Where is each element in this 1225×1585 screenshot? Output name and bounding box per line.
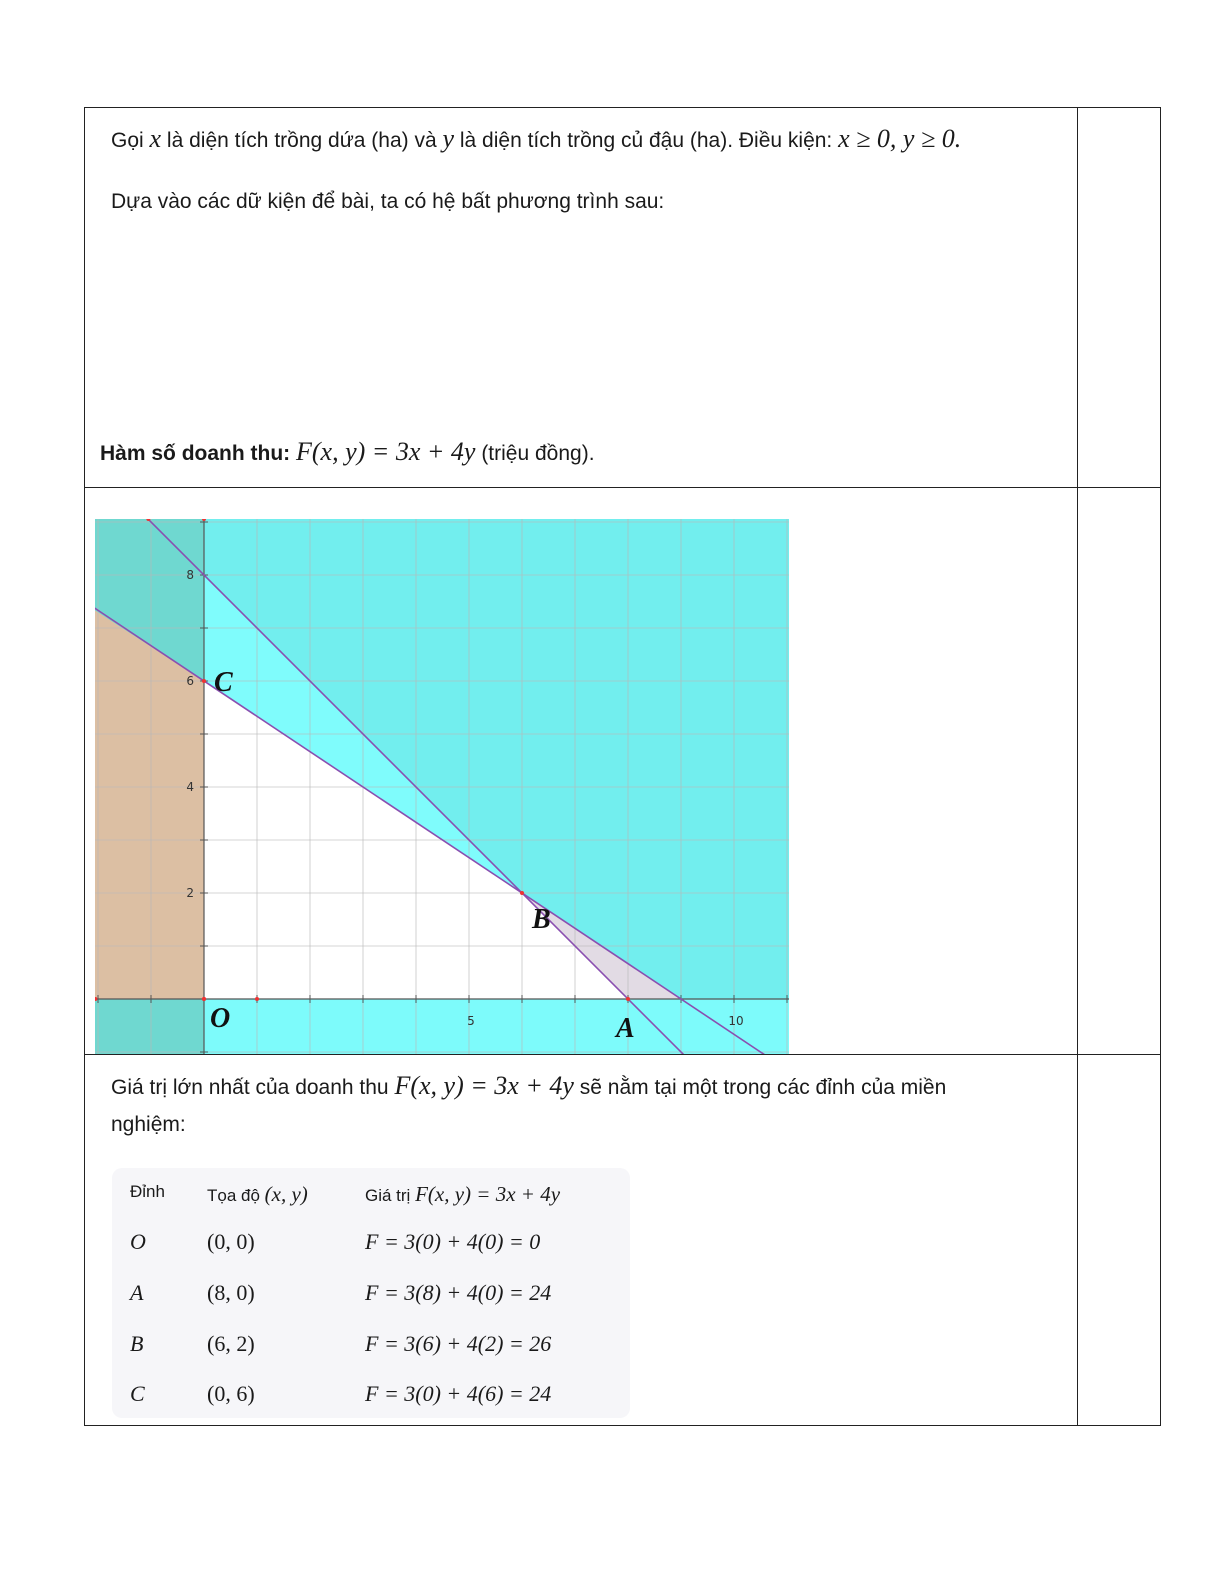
row-a-vertex: A — [130, 1280, 144, 1305]
revenue-unit: (triệu đồng). — [481, 442, 595, 465]
y-tick-label: 4 — [186, 780, 194, 794]
vertex-table — [112, 1168, 630, 1418]
conclusion-text: sẽ nằm tại một trong các đỉnh của miền — [579, 1076, 947, 1099]
header-value — [365, 1182, 560, 1207]
row-divider-1 — [85, 487, 1160, 488]
y-tick-label: 2 — [186, 886, 194, 900]
conclusion-text: Giá trị lớn nhất của doanh thu — [111, 1076, 389, 1099]
var-x: x — [149, 124, 162, 153]
revenue-line — [100, 438, 595, 468]
row-b-value: F = 3(6) + 4(2) = 26 — [365, 1331, 552, 1356]
point-label-c: C — [214, 667, 233, 698]
row-c-value: F = 3(0) + 4(6) = 24 — [365, 1381, 552, 1406]
row-o-coord: (0, 0) — [207, 1229, 255, 1254]
point-label-b: B — [532, 904, 551, 935]
point-label-o: O — [210, 1003, 231, 1034]
var-y: y — [442, 124, 455, 153]
intro-text: là diện tích trồng dứa (ha) và — [166, 129, 437, 152]
feasible-region-graph — [95, 519, 789, 1054]
row-b-vertex: B — [130, 1331, 144, 1356]
y-tick-label: 6 — [186, 674, 194, 688]
revenue-label: Hàm số doanh thu: — [100, 442, 291, 465]
conclusion-formula: F(x, y) = 3x + 4y — [394, 1071, 574, 1100]
corner-region — [95, 999, 204, 1054]
row-o-value: F = 3(0) + 4(0) = 0 — [365, 1229, 541, 1254]
point-label-a: A — [616, 1013, 635, 1044]
conclusion-line-1 — [111, 1072, 946, 1102]
row-c-coord: (0, 6) — [207, 1381, 255, 1406]
header-coord-math: (x, y) — [264, 1182, 308, 1206]
row-b-coord: (6, 2) — [207, 1331, 255, 1356]
condition-formula: x ≥ 0, y ≥ 0. — [838, 124, 962, 153]
header-value-math: F(x, y) = 3x + 4y — [415, 1182, 561, 1206]
vertex-dot — [202, 997, 206, 1001]
bottom-region — [204, 999, 789, 1054]
intro-text: Gọi — [111, 129, 144, 152]
row-divider-2 — [85, 1054, 1160, 1055]
header-coord-text: Tọa độ — [207, 1186, 260, 1205]
vertex-dot — [202, 679, 206, 683]
x-tick-label: 10 — [728, 1014, 744, 1028]
y-tick-label: 8 — [186, 568, 194, 582]
header-vertex: Đỉnh — [130, 1182, 165, 1201]
row-c-vertex: C — [130, 1381, 145, 1406]
conclusion-line-2: nghiệm: — [111, 1113, 186, 1136]
revenue-formula: F(x, y) = 3x + 4y — [296, 437, 476, 466]
header-value-text: Giá trị — [365, 1186, 411, 1205]
intro-line-2: Dựa vào các dữ kiện để bài, ta có hệ bất phương trình sau: — [111, 190, 665, 213]
x-tick-label: 5 — [467, 1014, 475, 1028]
row-a-value: F = 3(8) + 4(0) = 24 — [365, 1280, 552, 1305]
row-a-coord: (8, 0) — [207, 1280, 255, 1305]
column-divider — [1077, 108, 1078, 1425]
vertex-dot — [520, 891, 524, 895]
header-coord — [207, 1182, 308, 1207]
intro-text: là diện tích trồng củ đậu (ha). Điều kiện: — [459, 129, 833, 152]
vertex-dot — [626, 997, 630, 1001]
axis-marker-dot — [255, 997, 259, 1001]
intro-line-1 — [111, 125, 961, 155]
row-o-vertex: O — [130, 1229, 146, 1254]
